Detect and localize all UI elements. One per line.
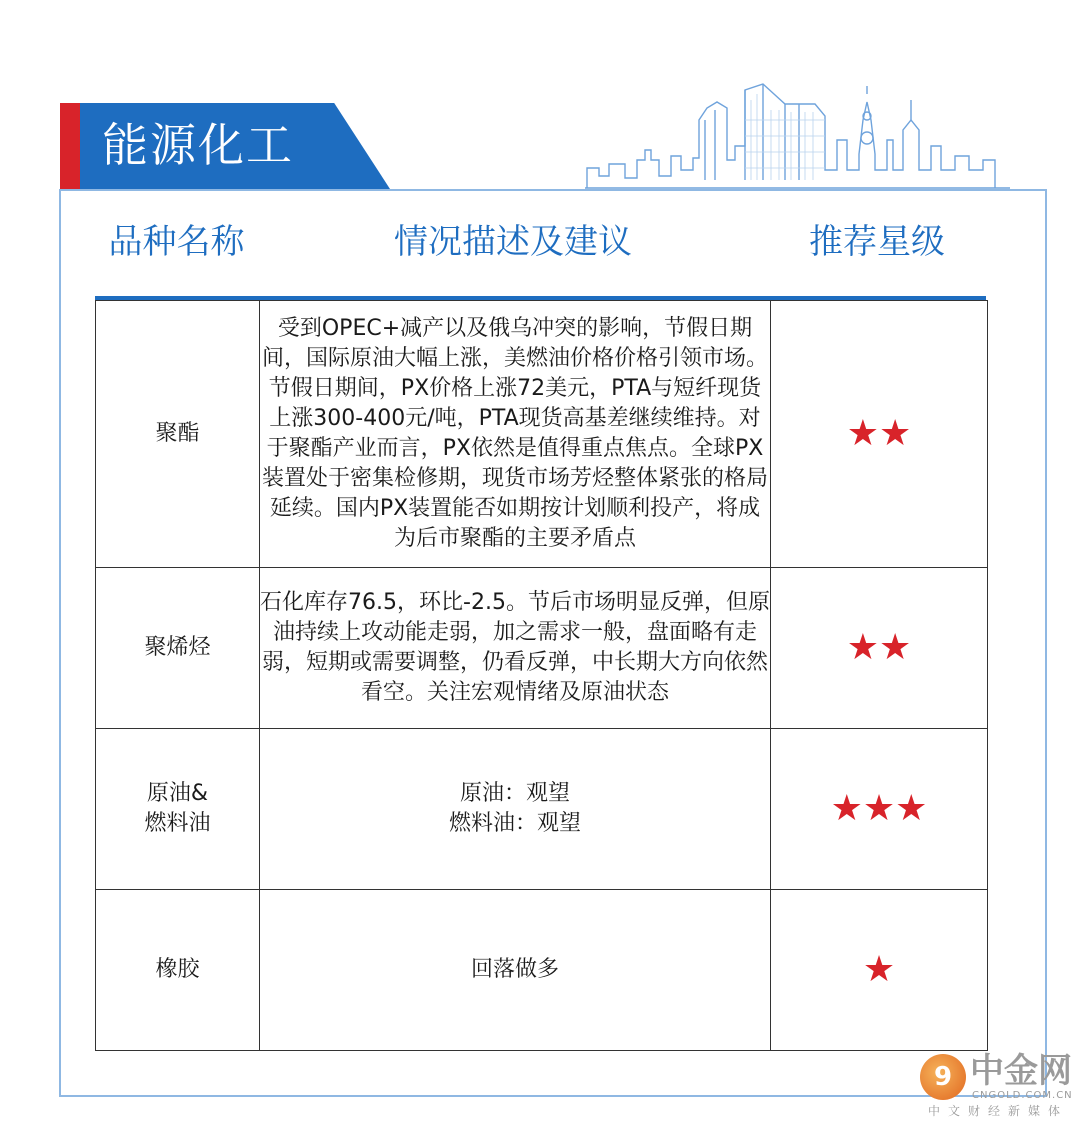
recommendation-table	[95, 300, 988, 1051]
table-row	[96, 301, 988, 568]
watermark-logo	[920, 1050, 1073, 1118]
variety-name	[96, 729, 260, 890]
column-header-variety: 品种名称	[108, 222, 245, 262]
watermark-name: 中金网	[970, 1051, 1072, 1091]
description-line: 原油：观望	[459, 781, 570, 806]
page-title: 能源化工	[102, 118, 294, 172]
cngold-logo-icon: 9	[920, 1054, 966, 1100]
column-header-rating: 推荐星级	[809, 222, 945, 262]
description-text: 受到OPEC+减产以及俄乌冲突的影响，节假日期间，国际原油大幅上涨，美燃油价格价格引领市场。节假日期间，PX价格上涨72美元，PTA与短纤现货上涨300-400元/吨，PTA现货高基差继续维持。对于聚酯产业而言，PX依然是值得重点焦点。全球PX装置处于密集检修期，现货市场芳烃整体紧张的格局延续。国内PX装置能否如期按计划顺利投产，将成为后市聚酯的主要矛盾点	[260, 301, 771, 568]
description-text	[260, 729, 771, 890]
star-rating	[771, 301, 988, 568]
variety-name: 聚酯	[96, 301, 260, 568]
description-text: 回落做多	[260, 890, 771, 1051]
column-header-description: 情况描述及建议	[394, 222, 632, 262]
table-row	[96, 568, 988, 729]
star-icon: ★	[862, 949, 896, 990]
star-icon: ★★	[846, 627, 912, 668]
variety-name: 聚烯烃	[96, 568, 260, 729]
description-line: 燃料油：观望	[448, 811, 581, 836]
watermark-slogan: 中文财经新媒体	[928, 1104, 1069, 1118]
star-icon: ★★	[846, 413, 912, 454]
table-row	[96, 729, 988, 890]
star-rating	[771, 890, 988, 1051]
variety-name-line: 原油&	[146, 781, 209, 806]
table-row	[96, 890, 988, 1051]
watermark-domain: CNGOLD.COM.CN	[972, 1090, 1073, 1101]
star-rating	[771, 729, 988, 890]
description-text: 石化库存76.5，环比-2.5。节后市场明显反弹，但原油持续上攻动能走弱，加之需求一般，盘面略有走弱，短期或需要调整，仍看反弹，中长期大方向依然看空。关注宏观情绪及原油状态	[260, 568, 771, 729]
star-icon: ★★★	[830, 788, 928, 829]
header-red-bar	[60, 103, 80, 189]
variety-name-line: 燃料油	[144, 811, 211, 836]
city-skyline-illustration	[585, 80, 1010, 190]
variety-name: 橡胶	[96, 890, 260, 1051]
star-rating	[771, 568, 988, 729]
